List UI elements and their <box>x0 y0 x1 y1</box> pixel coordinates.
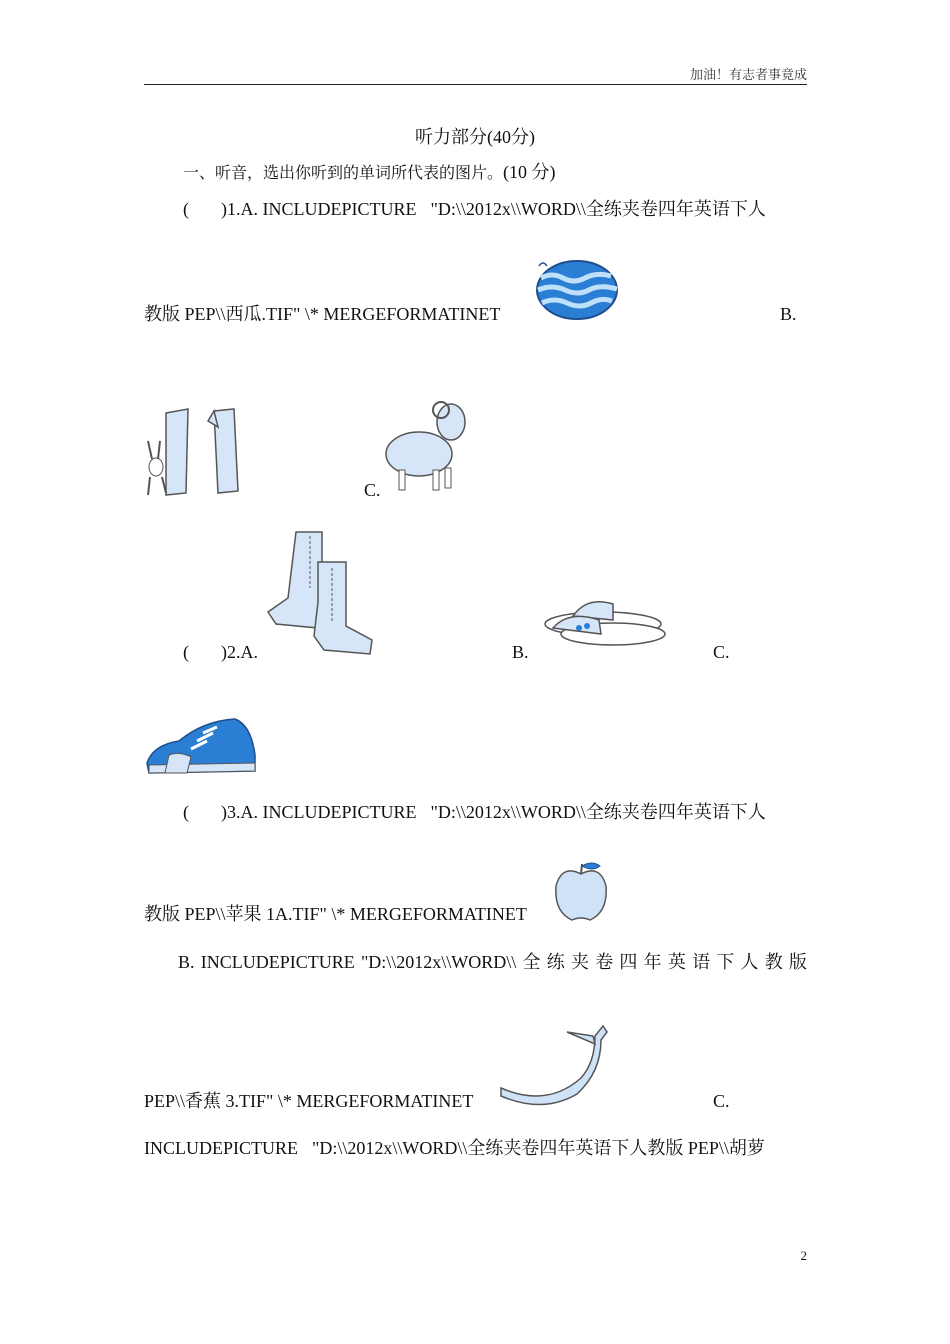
slippers-icon <box>529 590 669 650</box>
q3-b-char: 语 <box>692 952 711 972</box>
q3-b-char: 教 <box>764 952 783 972</box>
boots-icon <box>266 528 378 658</box>
q3-b-char: 下 <box>716 952 735 972</box>
q2-bracket: ( <box>183 642 189 662</box>
q1-line1 <box>183 197 807 221</box>
q3-b-char: 年 <box>643 952 662 972</box>
q3-b-char: 四 <box>619 952 638 972</box>
q1-option-b: B. <box>780 304 797 324</box>
q3-c-line <box>144 1136 765 1160</box>
q1-line2: 教版 PEP\\西瓜.TIF" \* MERGEFORMATINET <box>144 304 501 324</box>
q3-b-char: 英 <box>667 952 686 972</box>
q2-option-c: C. <box>713 642 730 662</box>
q3-c-include: INCLUDEPICTURE <box>144 1138 298 1158</box>
number-eleven-icon <box>142 407 248 497</box>
q3-b-char: 人 <box>740 952 759 972</box>
header-slogan: 加油！有志者事竟成 <box>689 67 807 82</box>
page-number: 2 <box>800 1248 807 1263</box>
q1-a-label: )1.A. INCLUDEPICTURE <box>221 199 417 219</box>
q1-option-c: C. <box>364 480 381 500</box>
apple-icon <box>552 860 610 922</box>
q3-b-include: INCLUDEPICTURE <box>200 952 355 972</box>
q1-a-path: "D:\\2012x\\WORD\\全练夹卷四年英语下人 <box>430 199 766 219</box>
section-title: 听力部分(40分) <box>415 127 535 147</box>
sheep-icon <box>381 394 473 496</box>
q3-b-char: 练 <box>546 952 565 972</box>
q3-b-char: 卷 <box>595 952 614 972</box>
q2-option-b: B. <box>512 642 529 662</box>
q1-bracket: ( <box>183 199 189 219</box>
q3-b-char: 夹 <box>570 952 589 972</box>
q2-line <box>183 640 258 664</box>
q3-b-path: "D:\\2012x\\WORD\\ <box>360 952 517 972</box>
part1-heading <box>183 160 556 185</box>
banana-icon <box>497 1022 609 1106</box>
q3-option-c: C. <box>713 1091 730 1111</box>
q3-b-line <box>178 950 807 974</box>
q2-a-label: )2.A. <box>221 642 258 662</box>
q3-c-path: "D:\\2012x\\WORD\\全练夹卷四年英语下人教版 PEP\\胡萝 <box>312 1138 765 1158</box>
header-rule <box>144 84 807 85</box>
q3-a-path: "D:\\2012x\\WORD\\全练夹卷四年英语下人 <box>430 802 766 822</box>
watermelon-icon <box>527 256 622 322</box>
q3-b-char: 全 <box>522 952 541 972</box>
sneaker-icon <box>143 715 259 777</box>
q3-line1 <box>183 800 807 824</box>
q3-b-label: B. <box>178 952 195 972</box>
q3-a-label: )3.A. INCLUDEPICTURE <box>221 802 417 822</box>
q3-bracket: ( <box>183 802 189 822</box>
part1-points: (10 分) <box>503 162 556 182</box>
q3-b-char: 版 <box>788 952 807 972</box>
part1-heading-text: 一、听音，选出你听到的单词所代表的图片。 <box>183 163 504 182</box>
q3-line2: 教版 PEP\\苹果 1A.TIF" \* MERGEFORMATINET <box>144 904 527 924</box>
q3-b-path-line2: PEP\\香蕉 3.TIF" \* MERGEFORMATINET <box>144 1091 474 1111</box>
